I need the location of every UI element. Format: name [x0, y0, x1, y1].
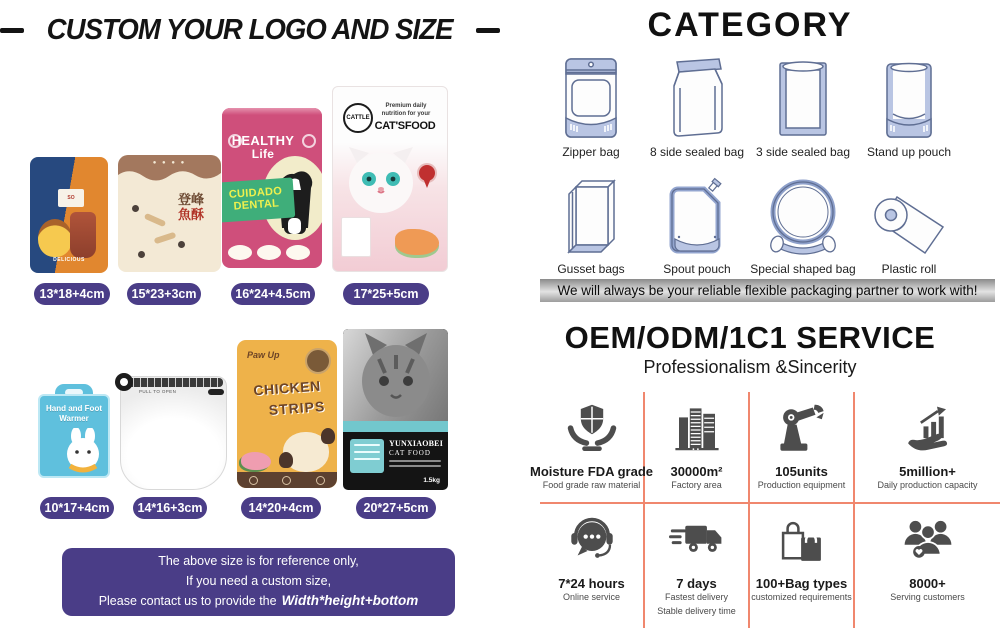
bag-body: [38, 394, 110, 478]
note-line1: The above size is for reference only,: [158, 554, 359, 569]
factory-buildings-icon: [670, 402, 724, 458]
grain-free-stamp: [302, 134, 316, 148]
size-badge: 15*23+3cm: [127, 283, 201, 305]
snack-stick: [144, 213, 167, 227]
category-grid: [538, 56, 962, 276]
snack-illustration: [70, 212, 96, 258]
stat-desc: customized requirements: [751, 592, 852, 602]
size-badge: 17*25+5cm: [343, 283, 429, 305]
shopping-bags-icon: [775, 514, 829, 570]
brand-sub: CAT FOOD: [389, 449, 431, 457]
bag-tagline: [373, 103, 439, 118]
feature-strip: [237, 472, 337, 488]
shield-hands-icon: [564, 402, 620, 458]
special-shaped-bag-icon: [765, 173, 841, 257]
stat-desc: Serving customers: [890, 592, 965, 602]
delivery-truck-icon: [669, 514, 725, 570]
stat-value: 7*24 hours: [558, 576, 625, 591]
title-dash-right: [476, 28, 500, 33]
service-stats-grid: [529, 392, 1000, 628]
chestnut-illustration: [38, 219, 72, 257]
note-line3-highlight: Width*height+bottom: [281, 592, 419, 608]
customers-group-icon: [901, 514, 955, 570]
badge-line2: DENTAL: [233, 197, 280, 213]
product-bag-white-zipper: [117, 370, 230, 490]
stat-fda-grade: [529, 392, 654, 504]
stat-desc: Food grade raw material: [542, 480, 641, 490]
salmon-illustration: [395, 229, 439, 255]
stat-desc: Production equipment: [757, 480, 846, 490]
zipper-slider: [115, 373, 133, 391]
zipper-text: PULL TO OPEN: [139, 389, 177, 394]
gray-cat-illustration: [343, 329, 448, 421]
bag-title-line2: Warmer: [59, 413, 89, 423]
award-rosette: [419, 165, 435, 181]
plastic-roll-icon: [869, 173, 949, 257]
stat-production-equipment: [750, 392, 855, 504]
nutrition-panel: [341, 217, 371, 257]
stat-online-service: [540, 504, 645, 628]
category-item-special-shaped: [750, 173, 856, 276]
zipper-dots: ● ● ● ●: [152, 160, 187, 166]
note-line2: If you need a custom size,: [185, 573, 332, 588]
category-label: Spout pouch: [663, 262, 731, 276]
tagline-line2: nutrition for your: [381, 110, 431, 117]
brand-name: YUNXIAOBEI: [389, 439, 444, 448]
zipper-bag-icon: [560, 56, 622, 140]
seal-crimp: [222, 108, 322, 115]
category-label: 3 side sealed bag: [755, 145, 851, 159]
bean-dot: [178, 241, 185, 248]
category-item-plastic-roll: [856, 173, 962, 276]
snack-stick: [154, 232, 177, 245]
product-bag-dog-treats: [222, 108, 322, 268]
teal-band: [343, 421, 448, 432]
note-line3-text: Please contact us to provide the: [98, 593, 277, 608]
section-title-row: [0, 14, 500, 47]
category-label: Special shaped bag: [750, 262, 856, 276]
paw-illustration: [279, 452, 293, 468]
bag-title-line1: CHICKEN: [252, 377, 322, 399]
stand-up-pouch-icon: [878, 56, 940, 140]
bag-title: [40, 404, 108, 423]
cat-illustration: [345, 145, 417, 215]
cat-photo: [343, 329, 448, 421]
title-dash-left: [0, 28, 24, 33]
stat-desc: Online service: [562, 592, 621, 602]
bag-title-cjk: [173, 193, 209, 223]
stat-desc2: Stable delivery time: [657, 606, 736, 616]
product-bag-chicken-strips: [237, 340, 337, 488]
product-bag-hand-warmer: [38, 384, 110, 478]
stat-value: 5million+: [899, 464, 956, 479]
stat-desc: Factory area: [671, 480, 722, 490]
category-label: Gusset bags: [557, 262, 625, 276]
bunny-illustration: [60, 428, 104, 474]
stat-value: 7 days: [676, 576, 717, 591]
stat-production-capacity: [855, 392, 1000, 504]
robot-arm-icon: [775, 402, 829, 458]
stat-serving-customers: [855, 504, 1000, 628]
size-badge: 16*24+4.5cm: [231, 283, 315, 305]
spout-pouch-icon: [665, 173, 729, 257]
three-side-sealed-bag-icon: [772, 56, 834, 140]
note-line3: [99, 591, 419, 612]
bean-dot: [132, 205, 139, 212]
dental-badge: [222, 177, 295, 222]
stat-value: 8000+: [909, 576, 946, 591]
category-item-3-side-sealed: [750, 56, 856, 159]
brand-logo: Paw Up: [247, 350, 280, 360]
bag-title-line2: STRIPS: [268, 398, 326, 418]
category-item-8-side-sealed: [644, 56, 750, 159]
bag-brand-block: [389, 439, 444, 467]
product-bag-fish-snack: [118, 155, 221, 272]
product-bag-kibble: [343, 329, 448, 490]
eight-side-sealed-bag-icon: [666, 56, 728, 140]
brand-badge: CATTLE: [343, 103, 373, 133]
zipper-strip: [127, 378, 223, 387]
stat-desc: Fastest delivery: [664, 592, 729, 602]
gusset-bag-icon: [560, 173, 622, 257]
bag-logo: SO: [58, 189, 84, 207]
size-badge: 14*20+4cm: [241, 497, 321, 519]
category-item-spout-pouch: [644, 173, 750, 276]
category-label: Plastic roll: [881, 262, 937, 276]
stat-bag-types: [750, 504, 855, 628]
feature-box: [350, 439, 384, 473]
bag-title-line2: Life: [251, 146, 275, 161]
net-weight: 1.5kg: [423, 477, 440, 484]
tagline-line1: Premium daily: [385, 103, 427, 109]
category-item-stand-up-pouch: [856, 56, 962, 159]
bag-caption: DELICIOUS: [53, 257, 85, 263]
category-item-zipper-bag: [538, 56, 644, 159]
size-note: [62, 548, 455, 616]
headset-chat-icon: [565, 514, 619, 570]
product-bag-squirrel: [30, 157, 108, 273]
stat-desc: Daily production capacity: [877, 480, 978, 490]
size-badge: 10*17+4cm: [40, 497, 114, 519]
bag-title: CAT'SFOOD: [374, 120, 436, 132]
paw-illustration: [321, 428, 335, 444]
bean-dot: [138, 251, 145, 258]
category-item-gusset-bags: [538, 173, 644, 276]
product-bag-cat-food: [332, 86, 448, 272]
zipper-tab: [208, 389, 224, 395]
service-subtitle: Professionalism &Sincerity: [643, 357, 857, 377]
badge-line1: CUIDADO: [228, 185, 283, 202]
stat-value: 100+Bag types: [755, 576, 848, 591]
category-title: CATEGORY: [647, 6, 853, 44]
page-title: CUSTOM YOUR LOGO AND SIZE: [47, 14, 453, 46]
growth-chart-hand-icon: [901, 402, 955, 458]
seal-medal: [305, 348, 331, 374]
meat-illustration: [241, 452, 271, 470]
size-badge: 20*27+5cm: [356, 497, 436, 519]
size-badge: 13*18+4cm: [34, 283, 110, 305]
treat-thumbnails: [228, 245, 310, 260]
stat-value: 30000m²: [670, 464, 723, 479]
category-label: Zipper bag: [562, 145, 620, 159]
service-title: OEM/ODM/1C1 SERVICE: [564, 320, 936, 355]
category-label: Stand up pouch: [866, 145, 952, 159]
stat-factory-area: [645, 392, 750, 504]
stat-fastest-delivery: [645, 504, 750, 628]
stat-value: 105units: [775, 464, 828, 479]
bag-title-line1: Hand and Foot: [46, 404, 102, 413]
category-service-section: [500, 0, 1000, 631]
stat-value: Moisture FDA grade: [529, 464, 654, 479]
category-label: 8 side sealed bag: [649, 145, 745, 159]
cjk-line1: 登峰: [177, 192, 204, 207]
partner-banner: We will always be your reliable flexible packaging partner to work with!: [540, 279, 995, 302]
bag-title-line1: HEALTHY: [231, 133, 295, 148]
cjk-line2: 魚酥: [177, 206, 204, 222]
size-badge: 14*16+3cm: [133, 497, 207, 519]
